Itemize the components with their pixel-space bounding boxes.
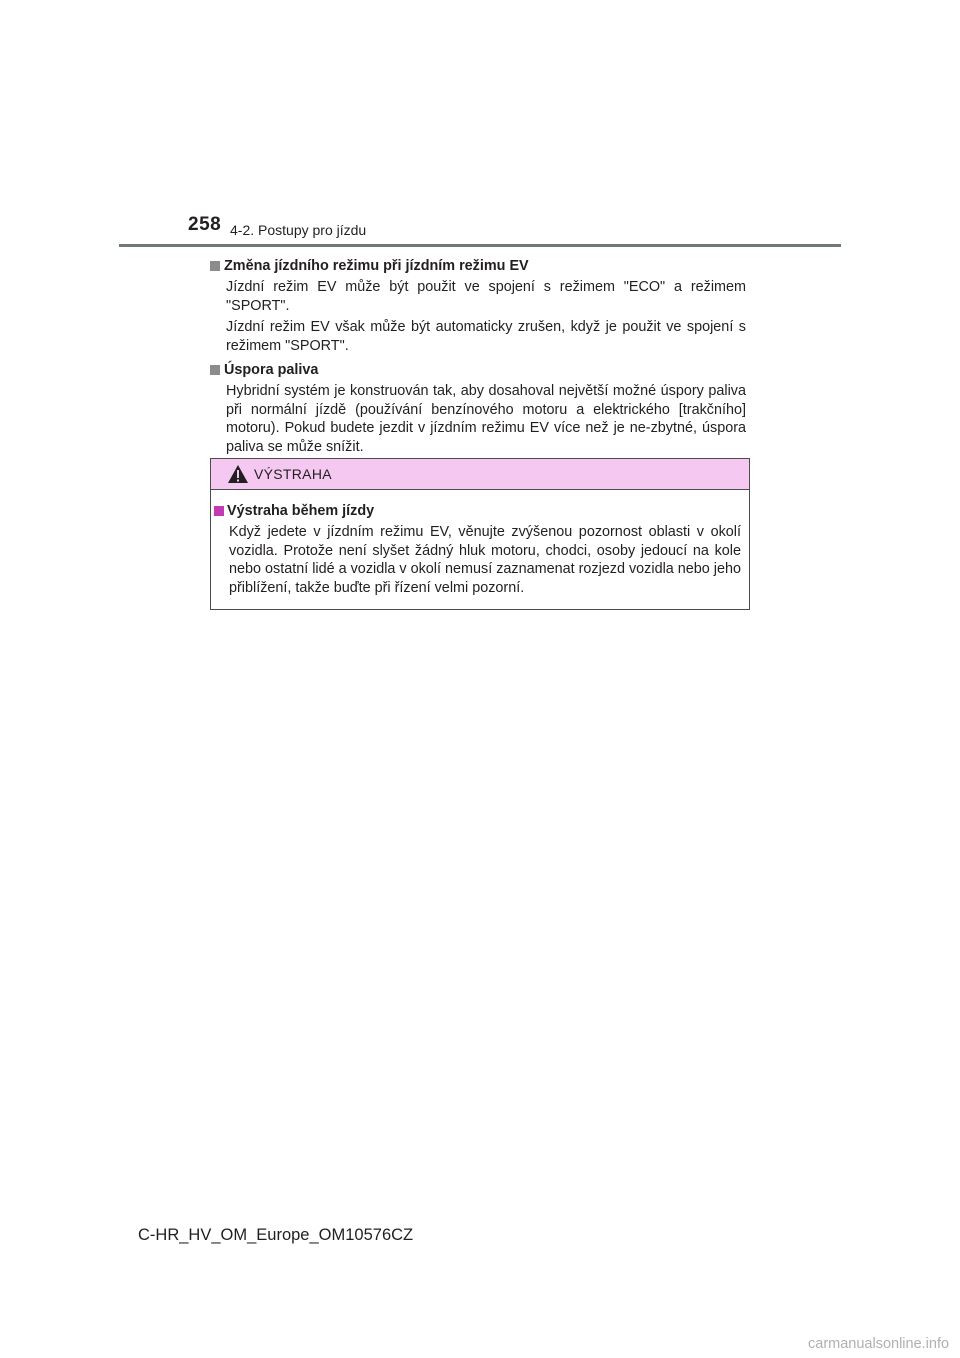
- header-rule: [119, 244, 841, 247]
- content: [210, 254, 746, 456]
- watermark: carmanualsonline.info: [808, 1336, 950, 1352]
- section-title: 4-2. Postupy pro jízdu: [230, 222, 367, 238]
- manual-code: C-HR_HV_OM_Europe_OM10576CZ: [138, 1226, 414, 1244]
- paragraph: Hybridní systém je konstruován tak, aby dosahoval největší možné úspory paliva při normální jízdě (používání benzínového motoru a elektrického [trakčního] motoru). Pokud budete jezdit v jízdním režimu EV více než je ne-zbytné, úspora paliva se může snížit.: [226, 383, 746, 455]
- bullet-square-icon: [214, 506, 224, 516]
- warning-body: [211, 490, 749, 597]
- subhead-label: Změna jízdního režimu při jízdním režimu EV: [224, 258, 529, 274]
- warning-header: [211, 459, 749, 490]
- paragraph: Jízdní režim EV může být použit ve spojení s režimem "ECO" a režimem "SPORT".: [226, 279, 746, 314]
- warning-subhead: [211, 502, 741, 520]
- paragraph: Jízdní režim EV však může být automaticky zrušen, když je použit ve spojení s režimem "SPORT".: [226, 319, 746, 354]
- bullet-square-icon: [210, 261, 220, 271]
- subhead-label: Úspora paliva: [224, 362, 319, 379]
- subhead-ev-mode: [210, 257, 746, 275]
- warning-title: VÝSTRAHA: [254, 466, 332, 482]
- warning-subhead-label: Výstraha během jízdy: [227, 503, 375, 519]
- warning-triangle-icon: [227, 464, 249, 484]
- bullet-square-icon: [210, 365, 220, 375]
- page-number: 258: [188, 214, 222, 235]
- subhead-fuel-economy: [210, 361, 746, 379]
- warning-box: [210, 458, 750, 610]
- warning-text: Když jedete v jízdním režimu EV, věnujte zvýšenou pozornost oblasti v okolí vozidla. Protože není slyšet žádný hluk motoru, chodci, osoby jedoucí na kole nebo ostatní lidé a vozidla v okolí nemusí zaznamenat rozjezd vozidla nebo jeho přiblížení, takže buďte při řízení velmi pozorní.: [229, 524, 741, 596]
